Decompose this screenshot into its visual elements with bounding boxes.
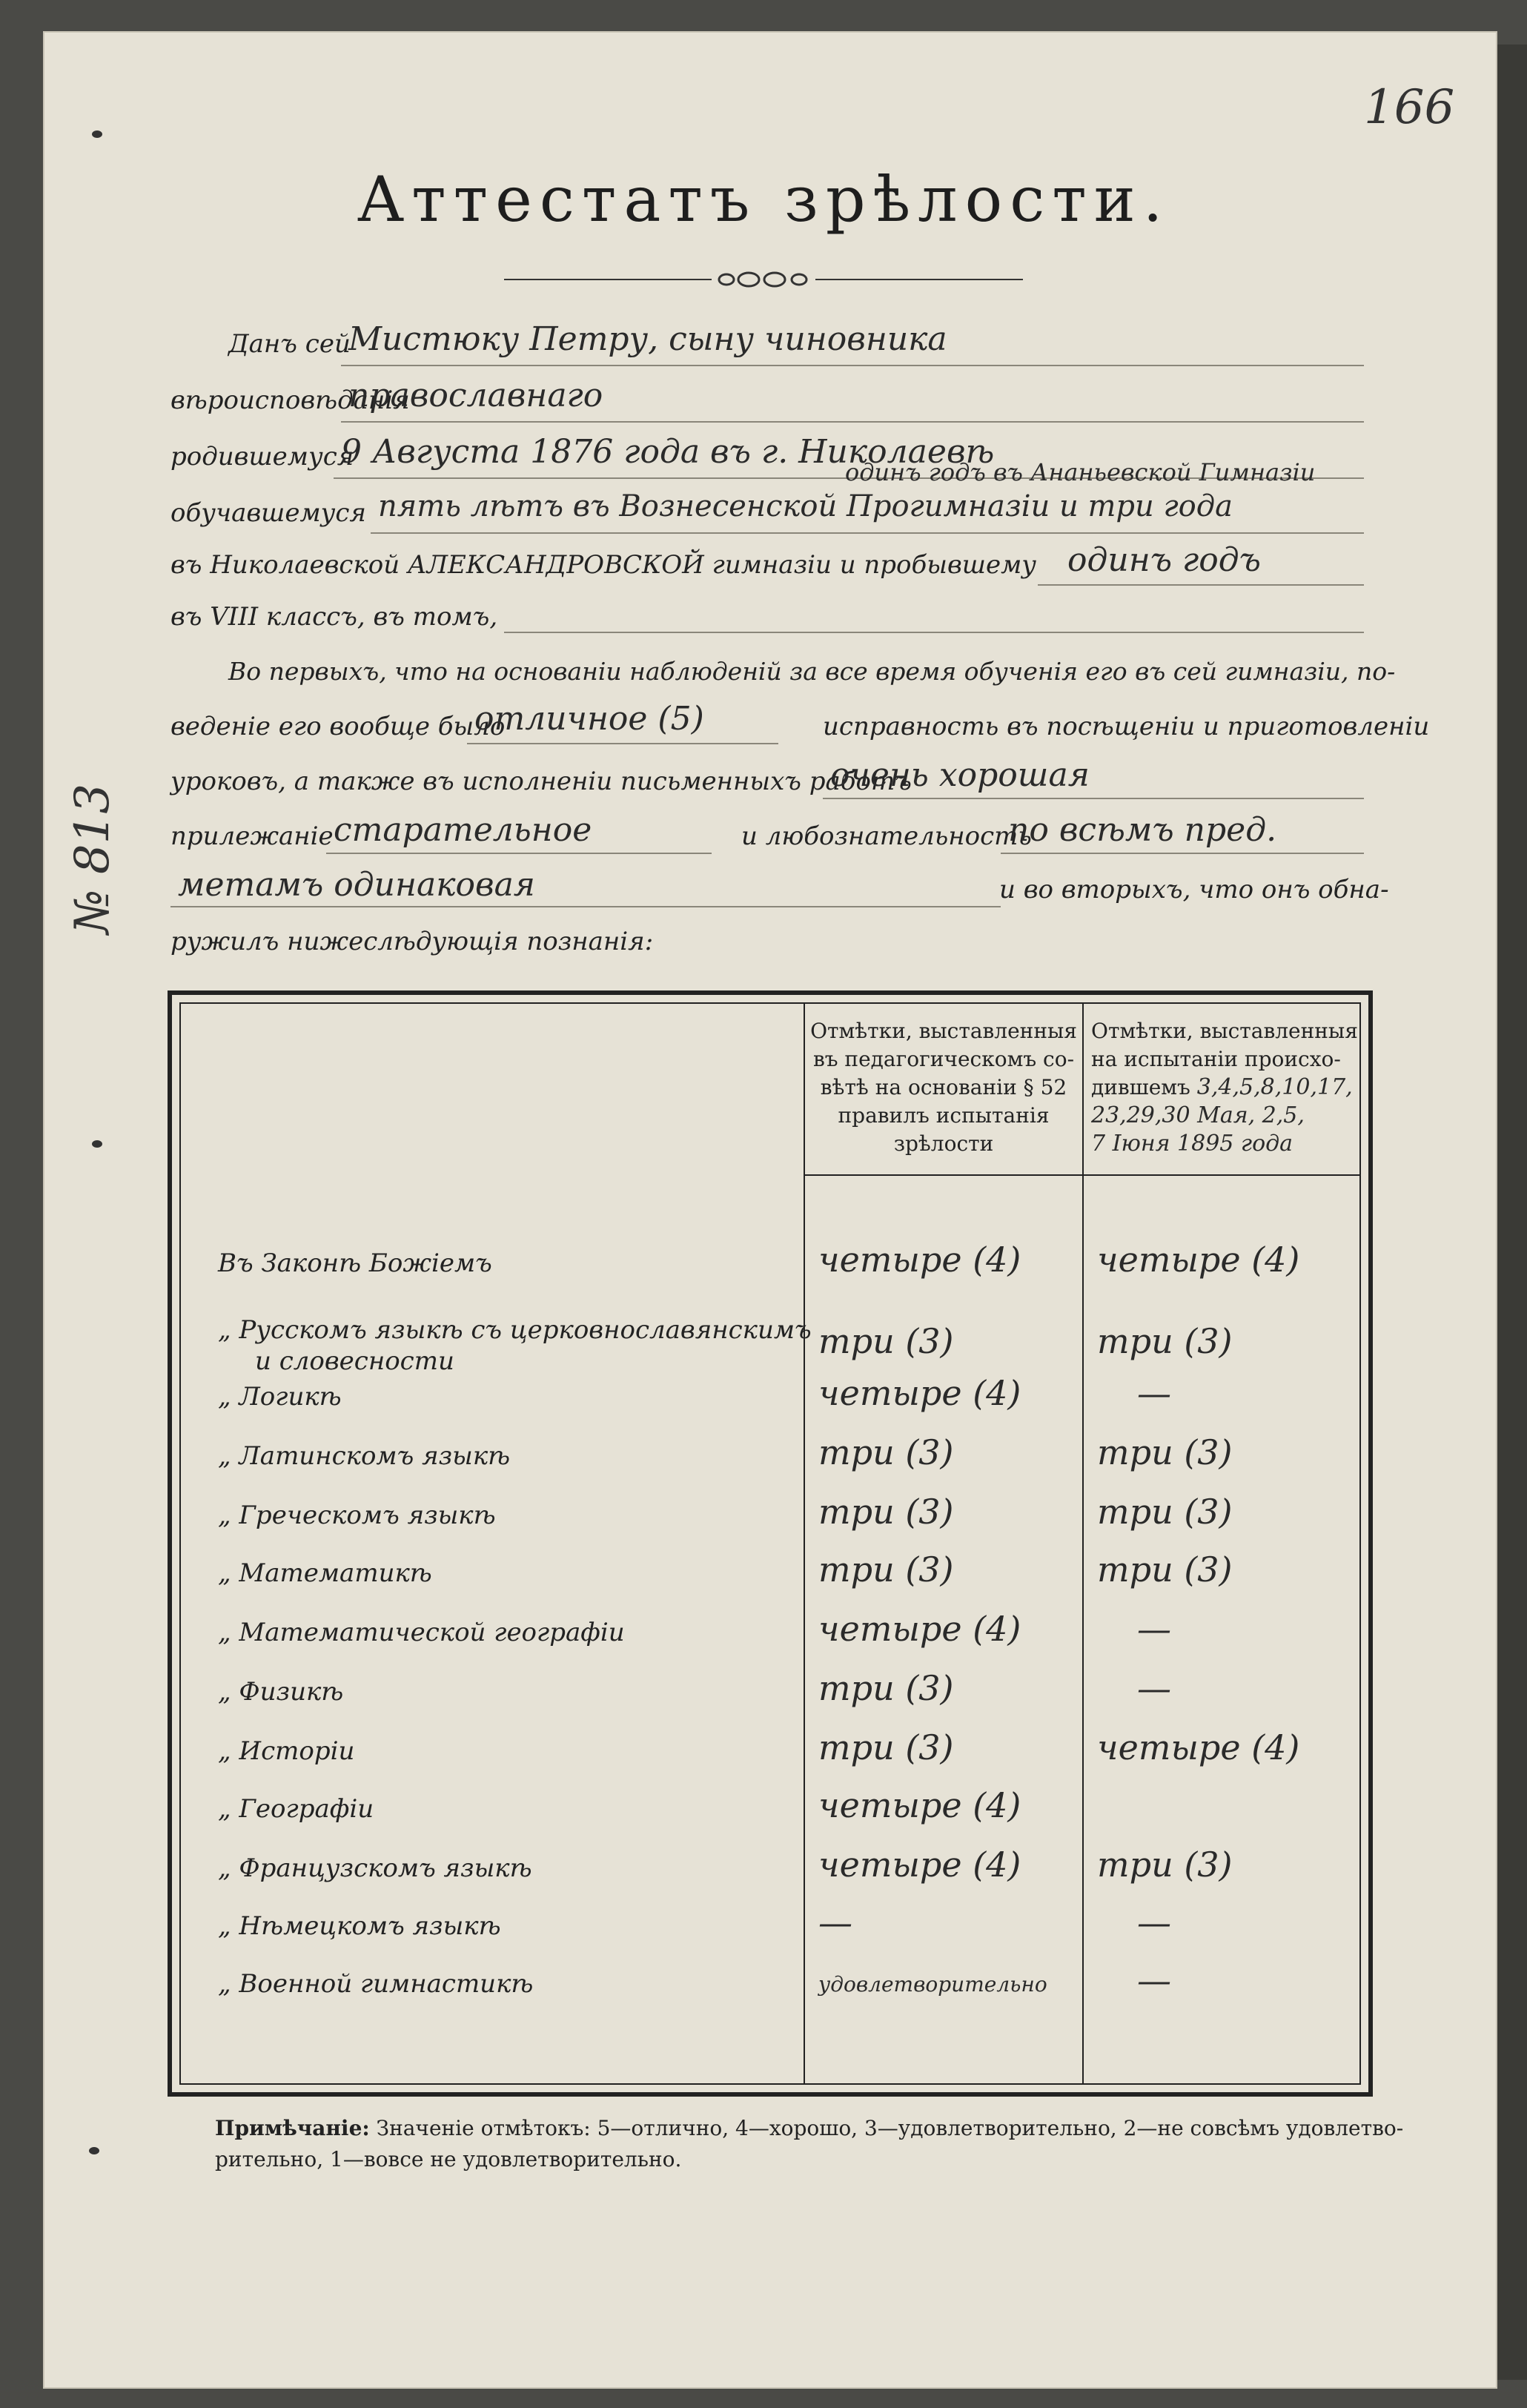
line4-prefix: обучавшемуся (170, 498, 366, 528)
exam-grade: три (3) (1097, 1432, 1233, 1472)
line10-handwritten: старательное (334, 811, 592, 849)
pedagogical-grade: три (3) (818, 1432, 954, 1472)
line12-text: ружилъ нижеслѣдующія познанія: (170, 927, 654, 956)
subject-name: „ Математической географіи (218, 1618, 625, 1647)
line11-handwritten: метамъ одинаковая (178, 866, 535, 904)
subject-name: „ Математикѣ (218, 1558, 432, 1588)
exam-grade: четыре (4) (1097, 1727, 1300, 1767)
binding-hole (89, 2147, 99, 2154)
subject-name: Въ Законѣ Божіемъ (218, 1248, 492, 1278)
col-exam-header: Отмѣтки, выставленныя на испытаніи происхо- дившемъ 3,4,5,8,10,17, 23,29,30 Мая, 2,5, 7 Іюня 1895 года (1091, 1019, 1358, 1157)
exam-grade: — (1137, 1668, 1171, 1708)
subject-name: „ Военной гимнастикѣ (218, 1969, 534, 1999)
pedagogical-grade: три (3) (818, 1668, 954, 1708)
subject-name: „ Нѣмецкомъ языкѣ (218, 1911, 501, 1941)
pedagogical-grade: — (818, 1902, 852, 1942)
subject-name: „ Логикѣ (218, 1382, 342, 1412)
line2-handwritten: православнаго (348, 377, 603, 414)
line4-handwritten: пять лѣтъ въ Вознесенской Прогимназіи и три года (378, 489, 1233, 523)
binding-hole (92, 130, 102, 138)
exam-grade: три (3) (1097, 1492, 1233, 1532)
subject-name: „ Исторіи (218, 1736, 355, 1766)
line5-handwritten: одинъ годъ (1067, 541, 1261, 579)
line10-prefix: прилежаніе (170, 821, 334, 851)
pedagogical-grade: четыре (4) (818, 1609, 1021, 1649)
line11-suffix: и во вторыхъ, что онъ обна- (999, 875, 1389, 904)
background-edge (1497, 44, 1527, 2380)
title-ornament (504, 268, 1023, 291)
pedagogical-grade: три (3) (818, 1492, 954, 1532)
subject-name: „ Латинскомъ языкѣ (218, 1441, 511, 1471)
pedagogical-grade: три (3) (818, 1321, 954, 1361)
document-title: Аттестатъ зрѣлости. (357, 163, 1170, 236)
footnote: Примѣчаніе: Значеніе отмѣтокъ: 5—отлично, 4—хорошо, 3—удовлетворительно, 2—не совсѣмъ удовлетво- рительно, 1—вовсе не удовлетворительно. (215, 2116, 1404, 2172)
line5-prefix: въ Николаевской АЛЕКСАНДРОВСКОЙ гимназіи и пробывшему (170, 550, 1037, 580)
line10-middle: и любознательность (741, 821, 1032, 851)
exam-grade: — (1137, 1902, 1171, 1942)
subject-name-continued: и словесности (255, 1346, 454, 1376)
grades-table (168, 990, 1373, 2097)
line8-suffix: исправность въ посѣщеніи и приготовленіи (823, 712, 1430, 741)
pedagogical-grade: четыре (4) (818, 1373, 1021, 1413)
subject-name: „ Географіи (218, 1794, 374, 1824)
exam-grade: — (1137, 1609, 1171, 1649)
line3-prefix: родившемуся (170, 442, 354, 472)
pedagogical-grade: три (3) (818, 1727, 954, 1767)
exam-grade: — (1137, 1960, 1171, 2000)
pedagogical-grade: удовлетворительно (818, 1972, 1047, 1997)
line2-prefix: вѣроисповѣданія (170, 386, 410, 415)
exam-grade: три (3) (1097, 1845, 1233, 1885)
pedagogical-grade: четыре (4) (818, 1785, 1021, 1825)
pedagogical-grade: четыре (4) (818, 1240, 1021, 1280)
exam-grade: три (3) (1097, 1549, 1233, 1590)
line7-text: Во первыхъ, что на основаніи наблюденій за все время обученія его въ сей гимназіи, по- (228, 657, 1396, 686)
line6-prefix: въ VIII классъ, въ томъ, (170, 602, 498, 632)
line8-prefix: веденіе его вообще было (170, 712, 506, 741)
col-ped-header: Отмѣтки, выставленныя въ педагогическомъ со- вѣтѣ на основаніи § 52 правилъ испытанія зрѣлости (810, 1019, 1077, 1156)
line1-handwritten: Мистюку Петру, сыну чиновника (348, 320, 947, 358)
line1-prefix: Данъ сей (228, 329, 351, 359)
line4-above-handwritten: одинъ годъ въ Ананьевской Гимназіи (845, 458, 1316, 486)
pedagogical-grade: четыре (4) (818, 1845, 1021, 1885)
pedagogical-grade: три (3) (818, 1549, 954, 1590)
line8-handwritten: отличное (5) (474, 700, 704, 738)
page-number: 166 (1364, 80, 1455, 135)
line9-handwritten: очень хорошая (830, 756, 1090, 794)
line9-prefix: уроковъ, а также въ исполненіи письменныхъ работъ (170, 767, 912, 796)
binding-hole (92, 1140, 102, 1148)
subject-name: „ Русскомъ языкѣ съ церковнославянскимъ (218, 1315, 812, 1345)
exam-grade: четыре (4) (1097, 1240, 1300, 1280)
subject-name: „ Французскомъ языкѣ (218, 1853, 532, 1883)
exam-grade: — (1137, 1373, 1171, 1413)
subject-name: „ Греческомъ языкѣ (218, 1501, 496, 1530)
registry-number: № 813 (65, 783, 120, 934)
line3-handwritten: 9 Августа 1876 года въ г. Николаевѣ (341, 433, 995, 471)
exam-grade: три (3) (1097, 1321, 1233, 1361)
line10-handwritten-2: по всѣмъ пред. (1008, 811, 1277, 849)
subject-name: „ Физикѣ (218, 1677, 344, 1707)
